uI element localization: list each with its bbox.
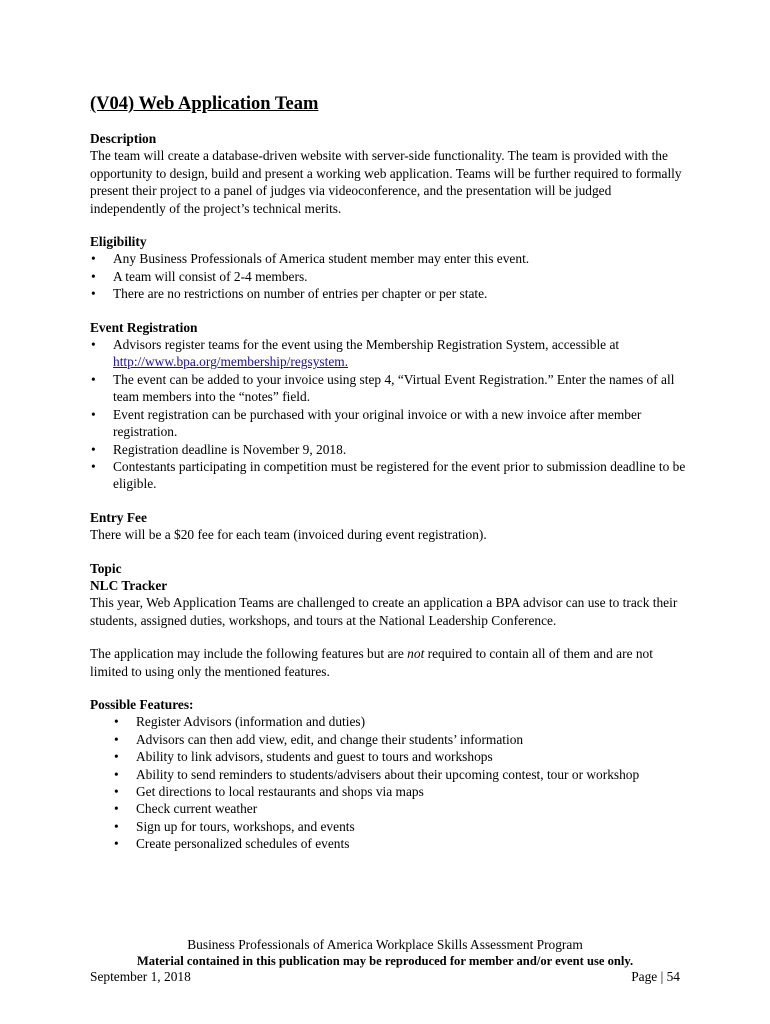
footer-program: Business Professionals of America Workplace Skills Assessment Program: [187, 937, 583, 952]
entry-fee-section: [90, 509, 690, 544]
topic-subheading: NLC Tracker: [90, 577, 168, 593]
topic-text: This year, Web Application Teams are challenged to create an application a BPA advisor can use to track their students, assigned duties, workshops, and tours at the National Leadership Conference.: [90, 595, 678, 628]
eligibility-list: [90, 250, 690, 302]
description-heading: Description: [90, 131, 157, 146]
list-item: • Register Advisors (information and duties): [90, 713, 690, 730]
registration-system-link[interactable]: http://www.bpa.org/membership/regsystem.: [113, 354, 349, 370]
registration-section: [90, 319, 690, 493]
list-item: • Registration deadline is November 9, 2018.: [90, 441, 690, 458]
entry-fee-heading: Entry Fee: [90, 509, 147, 525]
list-item: • Ability to send reminders to students/advisers about their upcoming contest, tour or workshop: [90, 766, 690, 783]
document-body: [90, 92, 690, 853]
eligibility-section: [90, 233, 690, 303]
topic-section: [90, 560, 690, 680]
list-item: • Contestants participating in competition must be registered for the event prior to submission deadline to be eligible.: [90, 458, 690, 493]
page-title: (V04) Web Application Team: [90, 94, 319, 114]
list-item: • There are no restrictions on number of entries per chapter or per state.: [90, 285, 690, 302]
list-item: • A team will consist of 2-4 members.: [90, 268, 690, 285]
registration-heading: Event Registration: [90, 319, 198, 335]
registration-item-text: Advisors register teams for the event using the Membership Registration System, accessible at: [113, 337, 620, 353]
footer-notice: Material contained in this publication may be reproduced for member and/or event use only.: [136, 954, 634, 968]
footer-date: September 1, 2018: [90, 969, 191, 984]
features-heading: Possible Features:: [90, 696, 194, 712]
description-section: [90, 130, 690, 217]
features-intro-before: The application may include the following features but are: [90, 646, 408, 662]
list-item: • Event registration can be purchased with your original invoice or with a new invoice after member registration.: [90, 406, 690, 441]
list-item: • Check current weather: [90, 800, 690, 817]
list-item: • Any Business Professionals of America student member may enter this event.: [90, 250, 690, 267]
topic-heading: Topic: [90, 560, 122, 576]
list-item: • The event can be added to your invoice using step 4, “Virtual Event Registration.” Enter the names of all team members into the “notes” field.: [90, 371, 690, 406]
page-number: Page | 54: [631, 969, 680, 984]
features-section: [90, 696, 690, 853]
list-item: [90, 336, 690, 371]
list-item: • Advisors can then add view, edit, and change their students’ information: [90, 731, 690, 748]
registration-list: [90, 336, 690, 493]
eligibility-heading: Eligibility: [90, 234, 147, 250]
features-intro-emphasis: not: [407, 646, 425, 662]
features-list: [90, 713, 690, 852]
list-item: • Sign up for tours, workshops, and events: [90, 818, 690, 835]
description-text: The team will create a database-driven website with server-side functionality. The team is provided with the opportunity to design, build and present a working web application. Teams will be further required to formally present their project to a panel of judges via videoconference, and the presentation will be judged independently of the project’s technical merits.: [90, 148, 682, 216]
entry-fee-text: There will be a $20 fee for each team (invoiced during event registration).: [90, 527, 487, 543]
list-item: • Create personalized schedules of events: [90, 835, 690, 852]
features-intro-after: required to contain all of them and are not limited to using only the mentioned features.: [90, 646, 653, 679]
list-item: • Get directions to local restaurants and shops via maps: [90, 783, 690, 800]
list-item: • Ability to link advisors, students and guest to tours and workshops: [90, 748, 690, 765]
features-intro: [90, 645, 690, 680]
